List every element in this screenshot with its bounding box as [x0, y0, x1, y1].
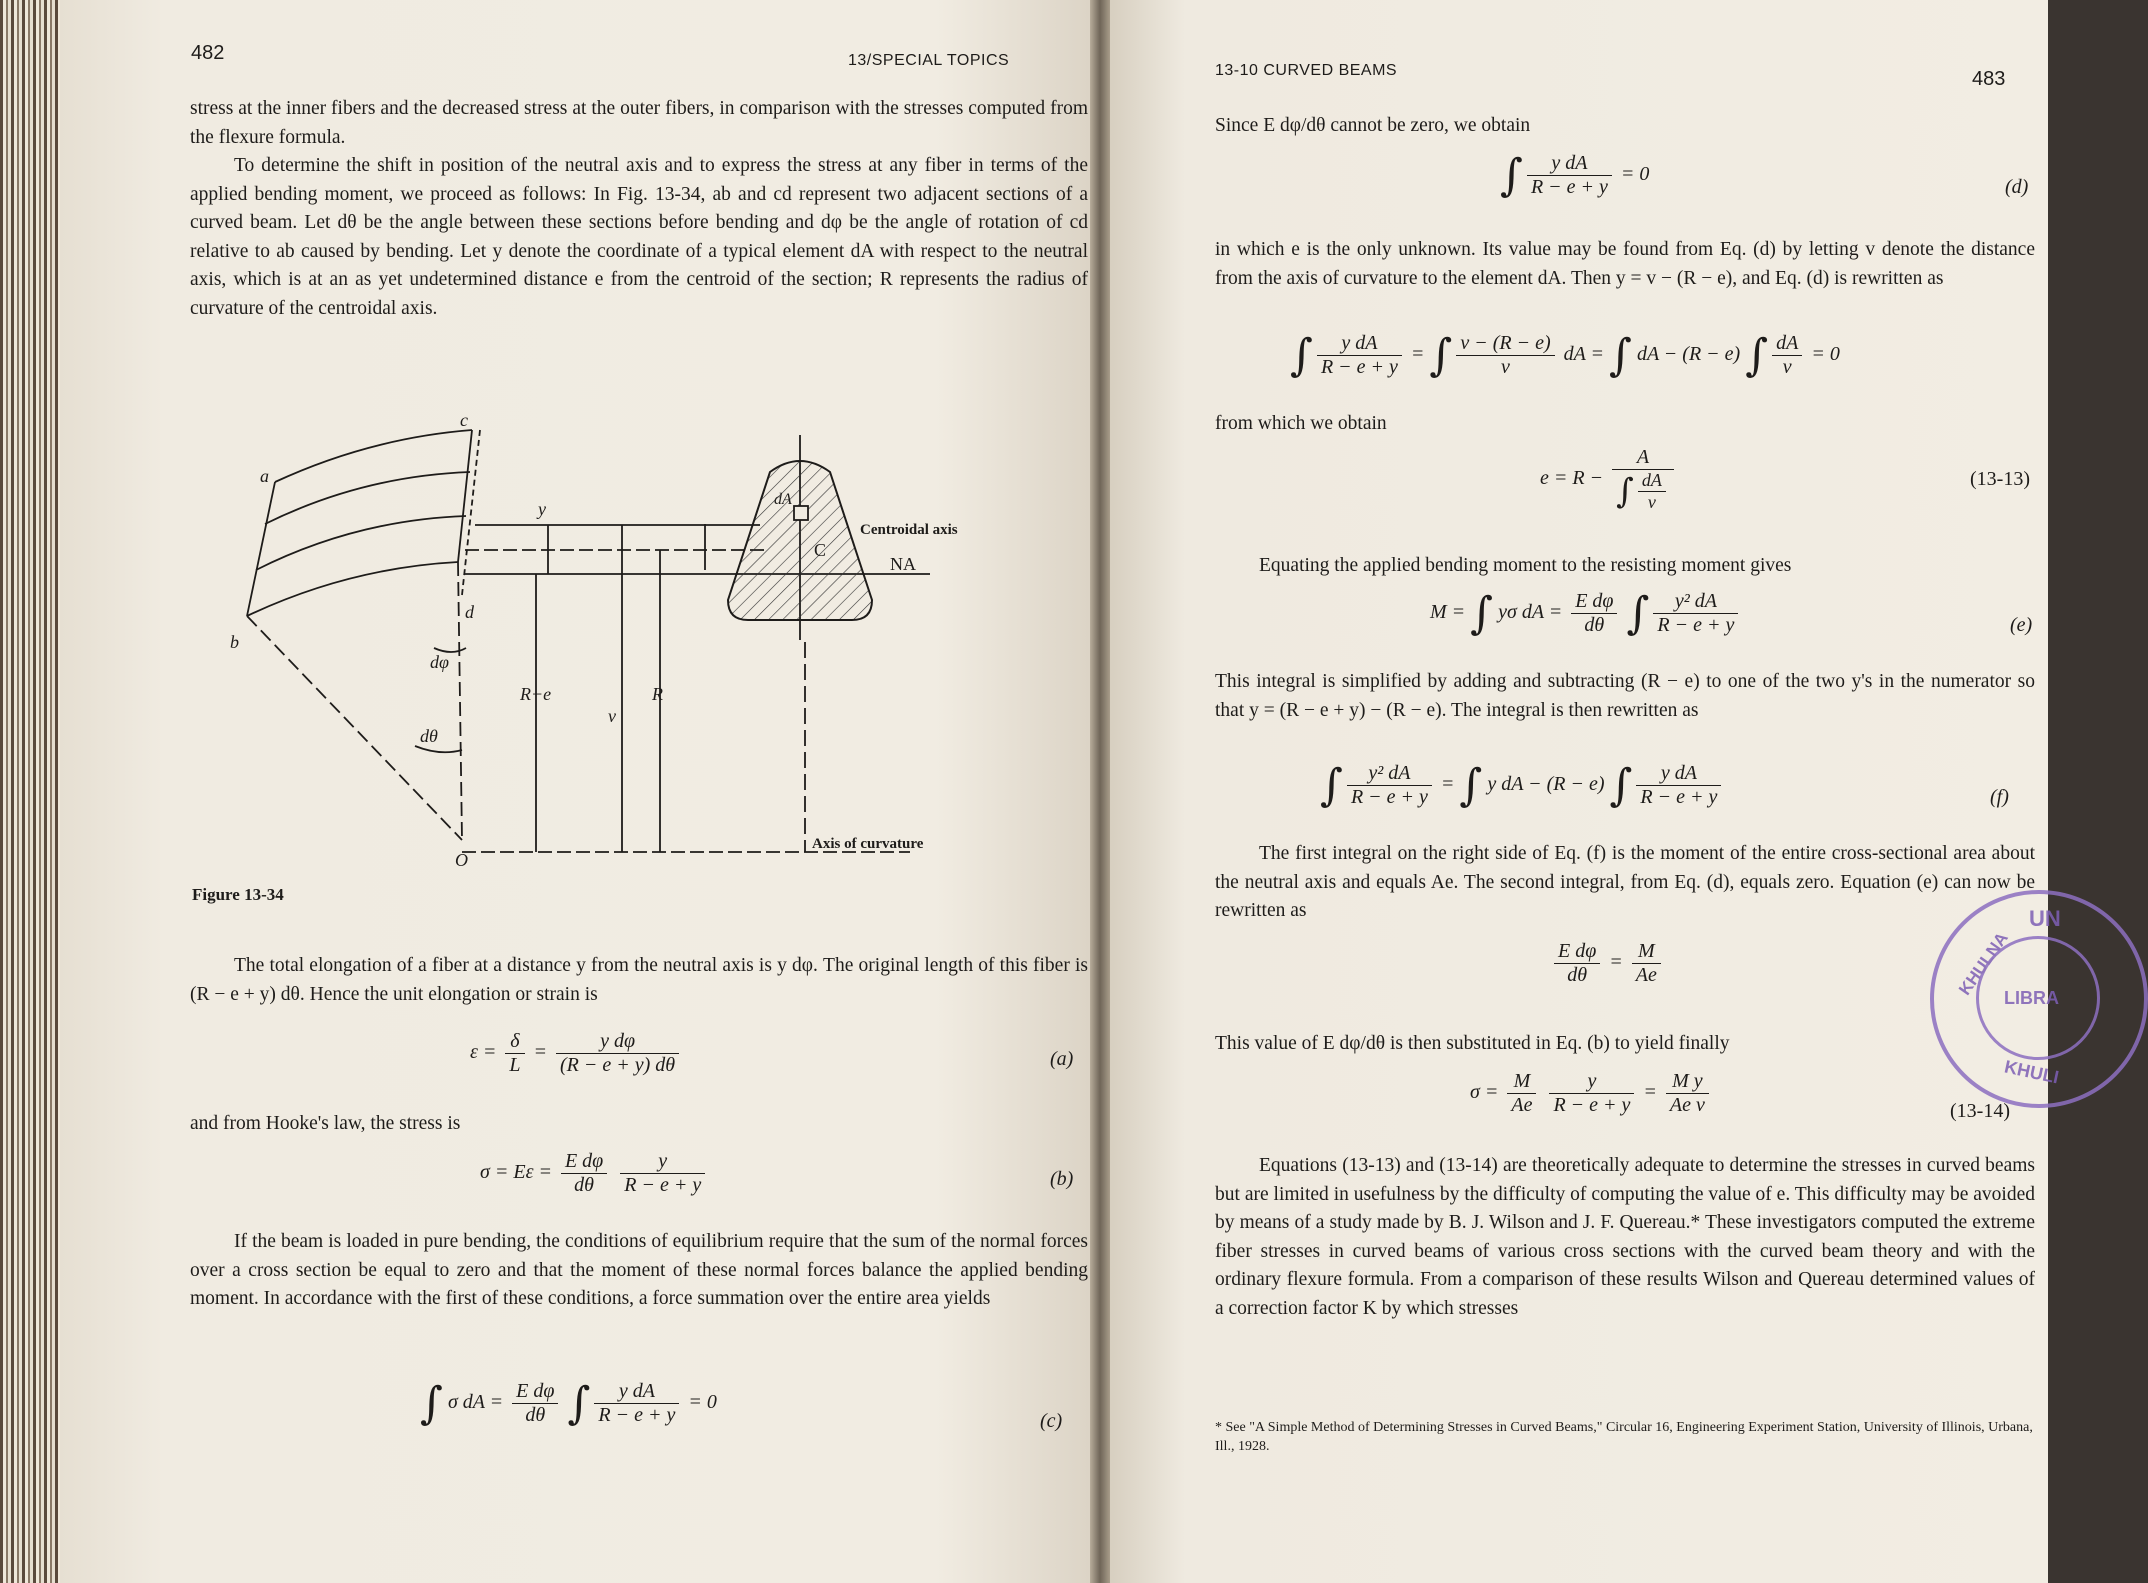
left-page: [60, 0, 1090, 1583]
figure-caption: Figure 13-34: [192, 885, 284, 904]
paragraph: The total elongation of a fiber at a distance y from the neutral axis is y dφ. The original length of this fiber is (R − e + y) dθ. Hence the unit elongation or strain is: [190, 955, 1088, 1005]
paragraph: Since E dφ/dθ cannot be zero, we obtain: [1215, 115, 1531, 136]
label-dtheta: dθ: [420, 726, 438, 746]
paragraph: from which we obtain: [1215, 413, 1387, 434]
equation-tag: (c): [1040, 1410, 1063, 1432]
label-y: y: [538, 499, 546, 519]
label-dA: dA: [774, 491, 792, 508]
stamp-text: LIBRA: [2004, 988, 2059, 1008]
label-b: b: [230, 632, 239, 652]
beam-arc: [256, 516, 466, 570]
book-binding: [0, 0, 60, 1583]
equation-d-rewritten: ∫ $\frac{\text{y dA}}{R - e + y}$ = ∫ $\frac{v - (R - e)}{v}$ dA = ∫ dA − (R − e) ∫ $\frac{dA}{v}$ = 0: [1290, 330, 1840, 381]
library-stamp: [1930, 890, 2148, 1108]
equation-f: ∫ $\frac{\text{y² dA}}{R - e + y}$ = ∫ y dA − (R − e) ∫ $\frac{\text{y dA}}{R - e + y}$: [1320, 760, 1725, 811]
label-NA: NA: [890, 554, 916, 574]
equation-moment-ratio: $\frac{\text{E dφ}}{d\theta}$ = $\frac{M}{Ae}$: [1550, 940, 1665, 987]
footnote: * See "A Simple Method of Determining Stresses in Curved Beams," Circular 16, Engineering Experiment Station, University of Illinois, Urbana, Ill., 1928.: [1215, 1420, 2033, 1454]
label-c: c: [460, 410, 468, 430]
equation-13-14: σ = $\frac{M}{Ae}$ $\frac{y}{R - e + y}$ = $\frac{\text{M y}}{\text{Ae v}}$: [1470, 1070, 1713, 1117]
figure-curved-beam: [190, 410, 1010, 870]
label-dphi: dφ: [430, 652, 449, 672]
stamp-text: UN: [2029, 906, 2061, 931]
paragraph: This value of E dφ/dθ is then substituted in Eq. (b) to yield finally: [1215, 1033, 1730, 1054]
equation-13-13: e = R − A ∫ $\frac{dA}{v}$: [1540, 446, 1678, 513]
rotated-section: [462, 430, 480, 595]
paragraph: This integral is simplified by adding and subtracting (R − e) to one of the two y's in the numerator so that y = (R − e + y) − (R − e). The integral is then rewritten as: [1215, 671, 2035, 721]
equation-tag: (f): [1990, 786, 2009, 808]
stamp-text: KHULI: [2002, 1056, 2061, 1088]
page-number: 482: [191, 42, 225, 64]
label-axis-of-curvature: Axis of curvature: [812, 836, 924, 852]
label-C: C: [814, 540, 827, 560]
equation-a: ε = $\frac{\delta}{L}$ = $\frac{\text{y dφ}}{(R - e + y) d\theta}$: [470, 1030, 683, 1077]
stamp-text: KHULNA: [1955, 928, 2012, 999]
page-gutter: [1090, 0, 1110, 1583]
equation-tag: (b): [1050, 1168, 1074, 1190]
label-v: v: [608, 706, 616, 726]
equation-e: M = ∫ yσ dA = $\frac{\text{E dφ}}{d\theta}$ ∫ $\frac{\text{y² dA}}{R - e + y}$: [1430, 588, 1742, 639]
beam-arc: [247, 562, 458, 616]
paragraph: Equating the applied bending moment to the resisting moment gives: [1259, 555, 1792, 576]
label-R-minus-e: R−e: [520, 684, 552, 704]
equation-d: ∫ $\frac{\text{y dA}}{R - e + y}$ = 0: [1500, 150, 1650, 201]
cross-section: [728, 461, 872, 620]
paragraph: Equations (13-13) and (13-14) are theoretically adequate to determine the stresses in curved beams but are limited in usefulness by the difficulty of computing the value of e. This difficulty may be avoided by means of a study made by B. J. Wilson and J. F. Quereau.* These investigators computed the extreme fiber stresses in curved beams of various cross sections with the curved beam theory and with the ordinary flexure formula. From a comparison of these results Wilson and Quereau determined values of a correction factor K by which stresses: [1215, 1155, 2035, 1319]
paragraph: If the beam is loaded in pure bending, the conditions of equilibrium require that the sum of the normal forces over a cross section be equal to zero and that the moment of these normal forces balance the applied bending moment. In accordance with the first of these conditions, a force summation over the entire area yields: [190, 1231, 1088, 1309]
page-number: 483: [1972, 68, 2006, 90]
equation-tag: (a): [1050, 1048, 1074, 1070]
running-head: 13-10 CURVED BEAMS: [1215, 62, 1398, 79]
paragraph: in which e is the only unknown. Its value may be found from Eq. (d) by letting v denote the distance from the axis of curvature to the element dA. Then y = v − (R − e), and Eq. (d) is rewritten as: [1215, 239, 2035, 289]
paragraph: and from Hooke's law, the stress is: [190, 1113, 461, 1134]
right-page: [1110, 0, 2048, 1583]
paragraph: The first integral on the right side of Eq. (f) is the moment of the entire cross-sectional area about the neutral axis and equals Ae. The second integral, from Eq. (d), equals zero. Equation (e) can now be rewritten as: [1215, 843, 2035, 921]
section-ab: [247, 482, 275, 616]
equation-c: ∫ σ dA = $\frac{\text{E dφ}}{d\theta}$ ∫ $\frac{\text{y dA}}{R - e + y}$ = 0: [420, 1378, 717, 1429]
paragraph: To determine the shift in position of the neutral axis and to express the stress at any fiber in terms of the applied bending moment, we proceed as follows: In Fig. 13-34, ab and cd represent two adjacent sections of a curved beam. Let dθ be the angle between these sections before bending and dφ be the angle of rotation of cd relative to ab caused by bending. Let y denote the coordinate of a typical element dA with respect to the neutral axis, which is at an as yet undetermined distance e from the centroid of the section; R represents the radius of curvature of the centroidal axis.: [190, 155, 1088, 319]
equation-tag: (d): [2005, 176, 2029, 198]
section-cd: [458, 430, 472, 562]
equation-tag: (13-14): [1950, 1100, 2010, 1122]
radial-line-d: [458, 562, 462, 840]
label-a: a: [260, 466, 269, 486]
running-head: 13/SPECIAL TOPICS: [848, 52, 1010, 69]
equation-b: σ = Eε = $\frac{\text{E dφ}}{d\theta}$ $\frac{y}{R - e + y}$: [480, 1150, 709, 1197]
beam-arc: [265, 472, 470, 524]
equation-tag: (13-13): [1970, 468, 2030, 490]
label-R: R: [652, 684, 663, 704]
label-O: O: [455, 850, 468, 870]
label-d: d: [465, 602, 474, 622]
equation-tag: (e): [2010, 614, 2033, 636]
paragraph: stress at the inner fibers and the decreased stress at the outer fibers, in comparison with the stresses computed from the flexure formula.: [190, 98, 1088, 148]
label-centroidal-axis: Centroidal axis: [860, 522, 958, 538]
